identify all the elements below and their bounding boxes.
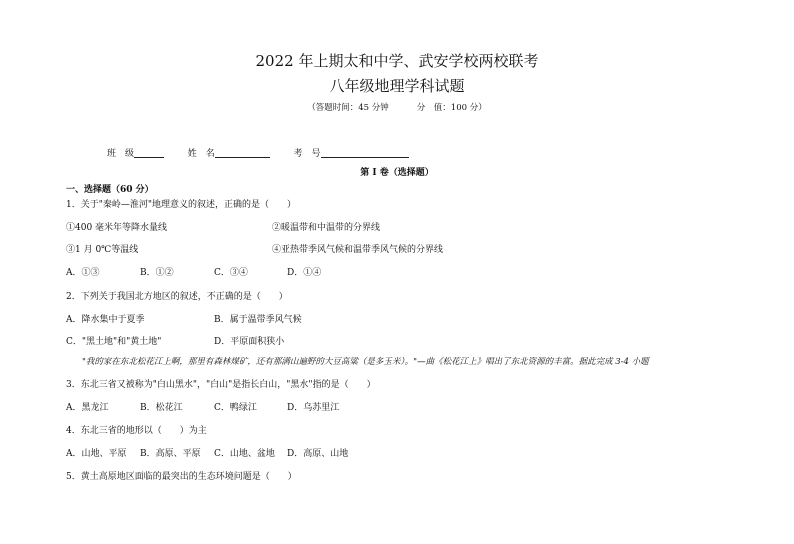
q3-option-d[interactable]: D．乌苏里江 (287, 403, 340, 413)
exam-no-blank[interactable] (321, 148, 409, 158)
q1-statement-3: ③1 月 0℃等温线 (66, 245, 139, 255)
question-2-stem: 2．下列关于我国北方地区的叙述，不正确的是（ ） (66, 292, 288, 302)
class-label: 班 级 (107, 149, 135, 159)
student-info-row (107, 146, 409, 159)
exam-duration: （答题时间：45 分钟 (307, 103, 389, 113)
q3-option-b[interactable]: B．松花江 (140, 403, 183, 413)
name-label: 姓 名 (187, 149, 215, 159)
name-blank[interactable] (215, 148, 270, 158)
part-title: 第 I 卷（选择题） (360, 168, 434, 178)
q4-option-d[interactable]: D．高原、山地 (287, 449, 349, 459)
q2-option-c[interactable]: C．"黑土地"和"黄土地" (66, 337, 162, 347)
q1-statement-1: ①400 毫米年等降水量线 (66, 223, 168, 233)
exam-title: 2022 年上期太和中学、武安学校两校联考 (255, 52, 539, 70)
q1-option-d[interactable]: D．①④ (287, 268, 322, 278)
q4-option-a[interactable]: A．山地、平原 (66, 449, 127, 459)
q3-option-a[interactable]: A．黑龙江 (66, 403, 109, 413)
q1-option-c[interactable]: C．③④ (214, 268, 248, 278)
question-5-stem: 5．黄土高原地区面临的最突出的生态环境问题是（ ） (66, 472, 297, 482)
section-title: 一、选择题（60 分） (66, 185, 154, 195)
q4-option-b[interactable]: B．高原、平原 (140, 449, 201, 459)
q1-option-a[interactable]: A．①③ (66, 268, 100, 278)
q2-option-b[interactable]: B．属于温带季风气候 (214, 315, 302, 325)
q2-option-a[interactable]: A．降水集中于夏季 (66, 315, 145, 325)
q1-option-b[interactable]: B．①② (140, 268, 174, 278)
q1-statement-2: ②暖温带和中温带的分界线 (272, 223, 381, 233)
question-3-stem: 3．东北三省又被称为"白山黑水"，"白山"是指长白山，"黑水"指的是（ ） (66, 380, 376, 390)
q4-option-c[interactable]: C．山地、盆地 (214, 449, 275, 459)
q1-statement-4: ④亚热带季风气候和温带季风气候的分界线 (272, 245, 444, 255)
exam-score: 分 值：100 分） (416, 103, 487, 113)
question-4-stem: 4．东北三省的地形以（ ）为主 (66, 426, 207, 436)
exam-no-label: 考 号 (293, 149, 321, 159)
q2-option-d[interactable]: D．平原面积狭小 (214, 337, 285, 347)
exam-meta (0, 101, 794, 113)
reading-passage: "我的家在东北松花江上啊，那里有森林煤矿，还有那满山遍野的大豆高粱（是多玉米）。"—曲《松花江上》唱出了东北资源的丰富。据此完成 3-4 小题 (82, 357, 649, 367)
q3-option-c[interactable]: C．鸭绿江 (214, 403, 257, 413)
exam-subtitle: 八年级地理学科试题 (329, 77, 465, 95)
class-blank[interactable] (134, 148, 164, 158)
question-1-stem: 1．关于"秦岭—淮河"地理意义的叙述，正确的是（ ） (66, 200, 297, 210)
